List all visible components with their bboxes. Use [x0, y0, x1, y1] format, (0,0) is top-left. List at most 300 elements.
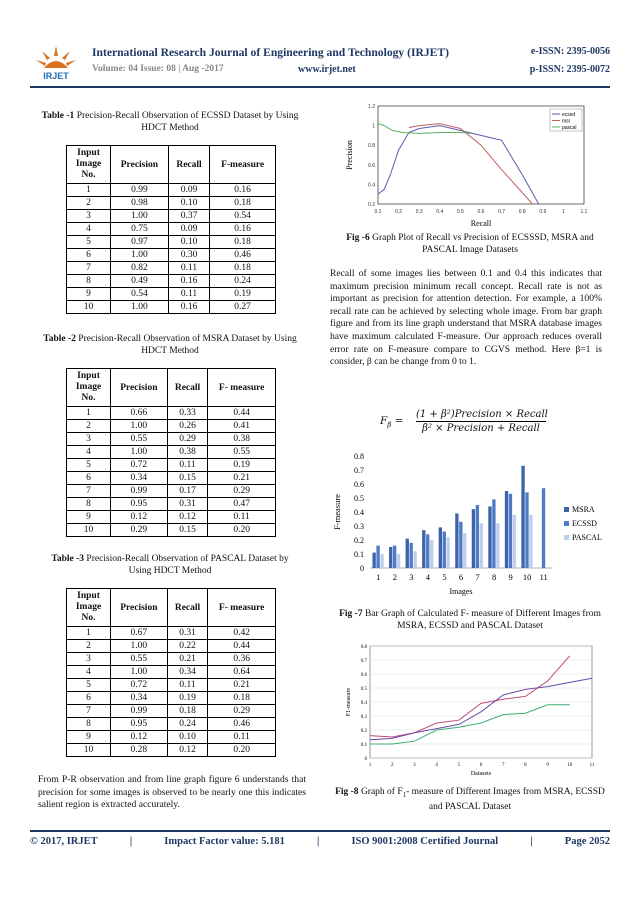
legend-swatch — [564, 521, 569, 526]
bar-MSRA — [422, 530, 425, 568]
table-row — [67, 420, 276, 433]
table-row — [67, 184, 276, 197]
table-row — [67, 485, 276, 498]
x-tick-label: 0.8 — [518, 209, 526, 215]
table-cell: 0.29 — [167, 433, 208, 446]
table-cell: 0.12 — [167, 744, 208, 757]
table-row — [67, 744, 276, 757]
legend-label: PASCAL — [572, 533, 602, 542]
table-cell: 0.27 — [210, 301, 276, 314]
x-tick-label: 0.1 — [374, 209, 382, 215]
bar-PASCAL — [413, 551, 416, 568]
table3 — [66, 588, 276, 757]
table-cell: 0.95 — [111, 498, 168, 511]
table-cell: 0.54 — [210, 210, 276, 223]
y-tick-label: 0.3 — [360, 715, 367, 720]
x-tick-label: 5 — [442, 572, 447, 582]
table-header-cell: Input Image No. — [67, 369, 111, 407]
table-header-cell: F- measure — [208, 589, 276, 627]
footer-copyright: © 2017, IRJET — [30, 836, 98, 847]
table-cell: 0.18 — [210, 197, 276, 210]
table-cell: 0.38 — [208, 433, 276, 446]
table-cell: 0.11 — [167, 679, 208, 692]
table-cell: 2 — [67, 640, 111, 653]
x-tick-label: 3 — [413, 763, 416, 768]
x-axis-label: Images — [449, 587, 473, 596]
bar-MSRA — [521, 466, 524, 568]
bar-MSRA — [472, 509, 475, 568]
table3-caption: Table -3 Precision-Recall Observation of PASCAL Dataset by Using HDCT Method — [51, 554, 289, 576]
table-cell: 0.55 — [111, 433, 168, 446]
table-cell: 1.00 — [111, 301, 169, 314]
table-cell: 0.29 — [111, 524, 168, 537]
x-axis-label: Recall — [470, 219, 492, 228]
x-tick-label: 11 — [589, 763, 595, 768]
table-cell: 0.19 — [210, 288, 276, 301]
x-tick-label: 0.3 — [415, 209, 423, 215]
table-row — [67, 433, 276, 446]
x-tick-label: 2 — [392, 572, 397, 582]
irjet-logo-icon — [30, 42, 82, 82]
footer-iso: ISO 9001:2008 Certified Journal — [351, 836, 499, 847]
table-cell: 0.18 — [210, 262, 276, 275]
journal-title: International Research Journal of Engineering and Technology (IRJET) — [92, 46, 449, 59]
bar-PASCAL — [496, 523, 499, 568]
table-cell: 0.55 — [208, 446, 276, 459]
x-axis-label: Datasets — [470, 771, 492, 777]
x-tick-label: 11 — [539, 572, 548, 582]
table-cell: 1.00 — [111, 666, 168, 679]
table-cell: 0.67 — [111, 627, 168, 640]
y-tick-label: 0.4 — [360, 701, 367, 706]
formula-numerator: (1 + β²)Precision × Recall — [416, 409, 548, 420]
eissn: e-ISSN: 2395-0056 — [530, 46, 610, 57]
y-tick-label: 0.4 — [368, 182, 375, 189]
table-row — [67, 262, 276, 275]
bar-ECSSD — [492, 499, 495, 568]
bar-MSRA — [372, 553, 375, 568]
table-cell: 1.00 — [111, 249, 169, 262]
table-row — [67, 236, 276, 249]
fig6-line-chart — [340, 100, 598, 230]
table-row — [67, 223, 276, 236]
table-header-cell: Recall — [167, 589, 208, 627]
table-row — [67, 731, 276, 744]
footer-impact: Impact Factor value: 5.181 — [164, 836, 285, 847]
table-cell: 10 — [67, 524, 111, 537]
table1 — [66, 145, 276, 314]
table-cell: 0.44 — [208, 640, 276, 653]
legend-label: MSRA — [572, 505, 595, 514]
table-cell: 0.41 — [208, 420, 276, 433]
y-tick-label: 0.2 — [368, 202, 375, 208]
y-tick-label: 0.7 — [354, 466, 364, 475]
bar-MSRA — [389, 547, 392, 568]
y-tick-label: 0.4 — [354, 508, 364, 517]
x-tick-label: 1 — [368, 763, 372, 768]
table-row — [67, 705, 276, 718]
table-cell: 0.26 — [167, 420, 208, 433]
x-tick-label: 2 — [390, 763, 394, 768]
fig7-bar-chart — [330, 448, 608, 598]
y-tick-label: 0.6 — [368, 162, 375, 169]
table-cell: 1 — [67, 184, 111, 197]
table-cell: 10 — [67, 301, 111, 314]
table-cell: 0.44 — [208, 407, 276, 420]
table-cell: 0.37 — [168, 210, 209, 223]
table-cell: 0.66 — [111, 407, 168, 420]
table-row — [67, 275, 276, 288]
y-axis-label: Precision — [345, 140, 354, 170]
table-cell: 0.15 — [167, 472, 208, 485]
table-cell: 0.64 — [208, 666, 276, 679]
x-tick-label: 0.7 — [498, 209, 506, 215]
table-cell: 3 — [67, 210, 111, 223]
table-row — [67, 249, 276, 262]
table-cell: 0.11 — [168, 262, 209, 275]
legend-label: pascal — [562, 125, 577, 131]
table-row — [67, 301, 276, 314]
table-header-cell: Precision — [111, 589, 168, 627]
header-divider — [30, 86, 610, 88]
table-row — [67, 472, 276, 485]
table-cell: 0.46 — [208, 718, 276, 731]
table-cell: 0.18 — [210, 236, 276, 249]
table-cell: 7 — [67, 485, 111, 498]
table-row — [67, 446, 276, 459]
bar-ECSSD — [393, 546, 396, 568]
y-tick-label: 0.5 — [354, 494, 364, 503]
table-row — [67, 407, 276, 420]
table-cell: 0.21 — [208, 472, 276, 485]
table-cell: 0.24 — [167, 718, 208, 731]
table-cell: 0.18 — [167, 705, 208, 718]
bar-PASCAL — [480, 523, 483, 568]
legend-label: ECSSD — [572, 519, 597, 528]
table-cell: 4 — [67, 223, 111, 236]
table-cell: 0.36 — [208, 653, 276, 666]
table-cell: 0.29 — [208, 485, 276, 498]
y-tick-label: 0.2 — [354, 536, 364, 545]
y-axis-label: F1-measure — [346, 687, 352, 717]
y-tick-label: 0.5 — [360, 687, 367, 692]
table-row — [67, 627, 276, 640]
table-row — [67, 666, 276, 679]
x-tick-label: 10 — [522, 572, 532, 582]
table-cell: 0.46 — [210, 249, 276, 262]
table-cell: 1.00 — [111, 420, 168, 433]
fig6-caption: Fig -6 Graph Plot of Recall vs Precision of ECSSSD, MSRA and PASCAL Image Datasets — [346, 233, 594, 255]
table-header-cell: Precision — [111, 146, 169, 184]
table-cell: 0.11 — [208, 511, 276, 524]
table-header-cell: F- measure — [208, 369, 276, 407]
footer-sep: | — [316, 836, 320, 847]
legend-label: ecssd — [562, 112, 576, 118]
table-row — [67, 640, 276, 653]
y-tick-label: 1.2 — [368, 104, 375, 110]
table-cell: 0.11 — [167, 459, 208, 472]
table-cell: 0.54 — [111, 288, 169, 301]
table-cell: 0.28 — [111, 744, 168, 757]
table-row — [67, 718, 276, 731]
x-tick-label: 1 — [376, 572, 381, 582]
footer-sep: | — [129, 836, 133, 847]
table-cell: 0.38 — [167, 446, 208, 459]
table-cell: 9 — [67, 288, 111, 301]
x-tick-label: 1.1 — [580, 209, 588, 215]
table-cell: 0.19 — [167, 692, 208, 705]
x-tick-label: 5 — [457, 763, 461, 768]
table-cell: 0.16 — [168, 275, 209, 288]
table-row — [67, 679, 276, 692]
y-tick-label: 0.7 — [360, 659, 367, 664]
table-cell: 0.20 — [208, 524, 276, 537]
y-tick-label: 0.1 — [354, 550, 364, 559]
legend-swatch — [564, 535, 569, 540]
table-header-cell: Input Image No. — [67, 146, 111, 184]
table-header-cell: Recall — [168, 146, 209, 184]
table-cell: 0.19 — [208, 459, 276, 472]
x-tick-label: 3 — [409, 572, 414, 582]
volume-issue: Volume: 04 Issue: 08 | Aug -2017 — [92, 64, 224, 74]
table-cell: 0.11 — [168, 288, 209, 301]
bar-MSRA — [406, 539, 409, 568]
formula-denominator: β² × Precision + Recall — [422, 423, 540, 434]
bar-ECSSD — [376, 546, 379, 568]
y-tick-label: 0.1 — [360, 743, 367, 748]
table-cell: 5 — [67, 679, 111, 692]
table1-caption: Table -1 Precision-Recall Observation of ECSSD Dataset by Using HDCT Method — [41, 111, 299, 133]
y-tick-label: 0.3 — [354, 522, 364, 531]
pissn: p-ISSN: 2395-0072 — [529, 64, 610, 75]
table-cell: 0.31 — [167, 498, 208, 511]
table-cell: 6 — [67, 472, 111, 485]
table-cell: 5 — [67, 459, 111, 472]
footer-page: Page 2052 — [564, 836, 610, 847]
right-paragraph: Recall of some images lies between 0.1 and 0.4 this indicates that maximum precision minimum recall concept. Recall rate is not as important as precision for attention detection. For example, a 100% recall rate can be achieved by selecting whole image. From bar graph figure and from its line graph understand that MSRA database images have maximum calculated F-measure. Our approach reduces overall error rate on F-measure compare to CGVS method. Here β=1 is consider, β can be change from 0 to 1. — [330, 268, 602, 368]
x-tick-label: 0.6 — [477, 209, 485, 215]
table-row — [67, 459, 276, 472]
table-cell: 4 — [67, 446, 111, 459]
table-cell: 0.10 — [167, 731, 208, 744]
table-cell: 1.00 — [111, 446, 168, 459]
table-cell: 0.34 — [167, 666, 208, 679]
footer-sep: | — [530, 836, 533, 847]
table-row — [67, 498, 276, 511]
table-cell: 1 — [67, 407, 111, 420]
x-tick-label: 0.9 — [539, 209, 547, 215]
bar-ECSSD — [459, 522, 462, 568]
y-axis-label: F-measure — [332, 494, 342, 530]
table-row — [67, 288, 276, 301]
left-paragraph: From P-R observation and from line graph figure 6 understands that precision for some images is observed to be nearly one this indicates salient region is extracted accurately. — [38, 774, 306, 811]
x-tick-label: 0.5 — [456, 209, 464, 215]
table-cell: 0.15 — [167, 524, 208, 537]
table-row — [67, 524, 276, 537]
table-cell: 8 — [67, 275, 111, 288]
x-tick-label: 10 — [567, 763, 573, 768]
legend-swatch — [564, 507, 569, 512]
table-cell: 1.00 — [111, 210, 169, 223]
table-cell: 0.95 — [111, 718, 168, 731]
table-cell: 7 — [67, 262, 111, 275]
x-tick-label: 7 — [475, 572, 480, 582]
table-cell: 0.09 — [168, 223, 209, 236]
table-cell: 0.98 — [111, 197, 169, 210]
bar-ECSSD — [525, 492, 528, 568]
table-cell: 0.12 — [111, 511, 168, 524]
table-cell: 0.42 — [208, 627, 276, 640]
table-cell: 0.24 — [210, 275, 276, 288]
table-cell: 0.99 — [111, 485, 168, 498]
table-cell: 4 — [67, 666, 111, 679]
table-cell: 0.49 — [111, 275, 169, 288]
table-cell: 9 — [67, 731, 111, 744]
table-cell: 0.72 — [111, 679, 168, 692]
y-tick-label: 0.8 — [368, 143, 375, 150]
x-tick-label: 0.4 — [436, 209, 444, 215]
y-tick-label: 1 — [372, 123, 375, 130]
table-cell: 0.12 — [167, 511, 208, 524]
table-cell: 8 — [67, 718, 111, 731]
table-cell: 0.21 — [208, 679, 276, 692]
logo-text: IRJET — [43, 71, 69, 81]
y-tick-label: 0.6 — [360, 673, 367, 678]
bar-ECSSD — [426, 534, 429, 568]
table-cell: 0.11 — [208, 731, 276, 744]
footer-divider — [30, 830, 610, 832]
website-link[interactable]: www.irjet.net — [298, 64, 356, 75]
table-cell: 3 — [67, 433, 111, 446]
table-header-cell: F-measure — [210, 146, 276, 184]
table-cell: 0.16 — [168, 301, 209, 314]
table-cell: 9 — [67, 511, 111, 524]
x-tick-label: 9 — [508, 572, 513, 582]
table-header-cell: Precision — [111, 369, 168, 407]
bar-ECSSD — [410, 543, 413, 568]
table-cell: 0.31 — [167, 627, 208, 640]
bar-PASCAL — [397, 554, 400, 568]
bar-ECSSD — [542, 488, 545, 568]
table-cell: 0.34 — [111, 472, 168, 485]
y-tick-label: 0 — [360, 564, 364, 573]
table-header-cell: Recall — [167, 369, 208, 407]
fig8-line-chart — [340, 640, 602, 780]
table-cell: 0.20 — [208, 744, 276, 757]
table-cell: 0.21 — [167, 653, 208, 666]
table-cell: 0.75 — [111, 223, 169, 236]
table-cell: 1.00 — [111, 640, 168, 653]
x-tick-label: 7 — [501, 763, 505, 768]
x-tick-label: 8 — [524, 763, 527, 768]
y-tick-label: 0.6 — [354, 480, 364, 489]
table-cell: 0.17 — [167, 485, 208, 498]
table-cell: 0.30 — [168, 249, 209, 262]
bar-MSRA — [439, 527, 442, 568]
bar-ECSSD — [476, 505, 479, 568]
y-tick-label: 0.2 — [360, 729, 367, 734]
y-tick-label: 0.8 — [354, 452, 364, 461]
x-tick-label: 6 — [479, 763, 483, 768]
y-tick-label: 0 — [364, 757, 367, 762]
x-tick-label: 0.2 — [395, 209, 403, 215]
table-cell: 0.10 — [168, 197, 209, 210]
bar-MSRA — [455, 513, 458, 568]
table-cell: 10 — [67, 744, 111, 757]
table-cell: 0.82 — [111, 262, 169, 275]
x-tick-label: 4 — [435, 763, 438, 768]
bar-PASCAL — [463, 533, 466, 568]
x-tick-label: 8 — [491, 572, 497, 582]
table-cell: 6 — [67, 692, 111, 705]
table2 — [66, 368, 276, 537]
legend-label: msr — [562, 118, 571, 125]
table-cell: 0.22 — [167, 640, 208, 653]
bar-MSRA — [488, 506, 491, 568]
bar-PASCAL — [380, 554, 383, 568]
table-cell: 2 — [67, 420, 111, 433]
table-cell: 0.55 — [111, 653, 168, 666]
table2-caption: Table -2 Precision-Recall Observation of MSRA Dataset by Using HDCT Method — [43, 334, 297, 356]
table-row — [67, 653, 276, 666]
table-row — [67, 210, 276, 223]
table-cell: 0.10 — [168, 236, 209, 249]
journal-header — [30, 42, 610, 82]
table-cell: 0.33 — [167, 407, 208, 420]
table-cell: 1 — [67, 627, 111, 640]
table-cell: 6 — [67, 249, 111, 262]
table-row — [67, 692, 276, 705]
table-cell: 0.47 — [208, 498, 276, 511]
table-cell: 0.34 — [111, 692, 168, 705]
table-row — [67, 511, 276, 524]
y-tick-label: 0.8 — [360, 645, 367, 650]
table-cell: 0.12 — [111, 731, 168, 744]
x-tick-label: 9 — [546, 763, 549, 768]
bar-MSRA — [505, 491, 508, 568]
table-cell: 0.18 — [208, 692, 276, 705]
table-cell: 0.99 — [111, 184, 169, 197]
bar-ECSSD — [509, 494, 512, 568]
x-tick-label: 6 — [458, 572, 464, 582]
formula-lhs: $F_\beta$ = — [380, 415, 404, 430]
table-cell: 0.16 — [210, 223, 276, 236]
table-cell: 0.09 — [168, 184, 209, 197]
table-cell: 2 — [67, 197, 111, 210]
bar-PASCAL — [529, 515, 532, 568]
table-cell: 0.29 — [208, 705, 276, 718]
table-cell: 5 — [67, 236, 111, 249]
x-tick-label: 4 — [425, 572, 431, 582]
table-cell: 8 — [67, 498, 111, 511]
bar-ECSSD — [443, 532, 446, 568]
page-footer — [30, 836, 610, 847]
bar-PASCAL — [447, 537, 450, 568]
table-cell: 0.97 — [111, 236, 169, 249]
table-cell: 3 — [67, 653, 111, 666]
table-cell: 0.99 — [111, 705, 168, 718]
fig8-caption: Fig -8 Graph of $F_1-$ measure of Different Images from MSRA, ECSSD and PASCAL Dataset — [335, 787, 605, 812]
bar-PASCAL — [430, 540, 433, 568]
table-cell: 7 — [67, 705, 111, 718]
table-cell: 0.72 — [111, 459, 168, 472]
x-tick-label: 1 — [562, 209, 565, 215]
table-cell: 0.16 — [210, 184, 276, 197]
bar-PASCAL — [513, 515, 516, 568]
table-row — [67, 197, 276, 210]
table-header-cell: Input Image No. — [67, 589, 111, 627]
fig7-caption: Fig -7 Bar Graph of Calculated F- measure of Different Images from MSRA, ECSSD and PASCAL Dataset — [339, 609, 601, 631]
